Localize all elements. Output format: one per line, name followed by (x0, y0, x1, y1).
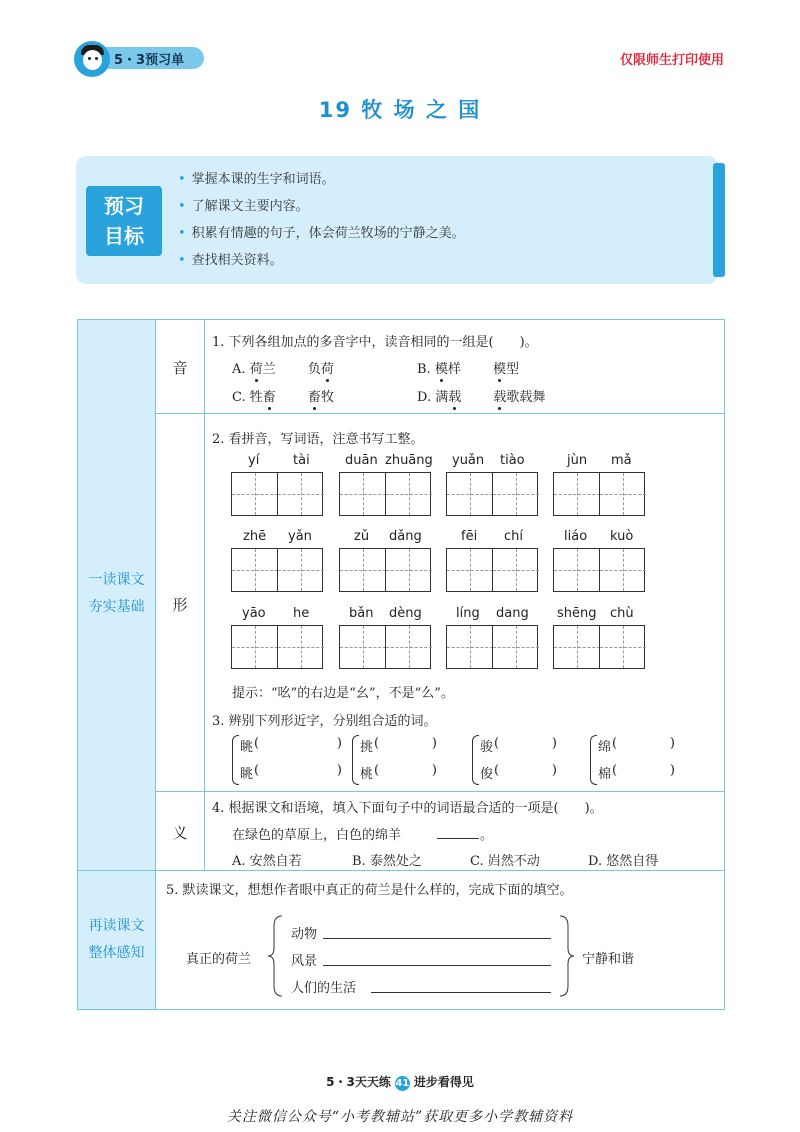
goal-item: • 查找相关资料。 (178, 251, 465, 278)
page-footer (0, 1073, 800, 1091)
pinyin: mǎ (611, 453, 632, 468)
tianzige-box[interactable] (231, 472, 323, 516)
pinyin: he (293, 606, 310, 621)
tianzige-box[interactable] (553, 625, 645, 669)
goal-list (178, 170, 465, 278)
question-5: 5. 默读课文，想想作者眼中真正的荷兰是什么样的，完成下面的填空。 (166, 883, 573, 898)
q3-pair[interactable]: 绵 ( ) 棉 ( ) (590, 733, 700, 785)
table-row-divider (77, 870, 725, 871)
footer-slogan: 进步看得见 (413, 1075, 474, 1089)
pinyin: yuǎn (452, 453, 485, 468)
q4-option: C. 岿然不动 (470, 854, 540, 869)
q3-pair[interactable]: 骏 ( ) 俊 ( ) (472, 733, 582, 785)
q5-blank[interactable] (323, 938, 551, 939)
table-border-right (724, 319, 725, 1010)
q5-right-label: 宁静和谐 (582, 952, 635, 967)
pinyin: zǔ (354, 529, 370, 544)
section-label-2 (78, 913, 155, 967)
section-label-line: 再读课文 (88, 918, 145, 934)
table-divider-cat (204, 319, 205, 870)
pinyin: duān (345, 453, 378, 468)
q5-blank[interactable] (371, 992, 551, 993)
section-label-1 (78, 567, 155, 621)
question-4: 4. 根据课文和语境，填入下面句子中的词语最合适的一项是( )。 (212, 801, 603, 816)
question-1: 1. 下列各组加点的多音字中，读音相同的一组是( )。 (212, 335, 538, 350)
question-2: 2. 看拼音，写词语，注意书写工整。 (212, 432, 424, 447)
pinyin: yí (248, 453, 260, 468)
q1-option-b: B. 模样 模型 (417, 362, 520, 377)
table-row-divider (155, 413, 725, 414)
goal-item: • 积累有情趣的句子，体会荷兰牧场的宁静之美。 (178, 224, 465, 251)
pinyin: yǎn (288, 529, 312, 544)
q3-pair[interactable]: 挑 ( ) 桃 ( ) (352, 733, 462, 785)
section-label-line: 夯实基础 (88, 599, 145, 615)
page-number: 41 (395, 1078, 410, 1089)
question-3: 3. 辨别下列形近字，分别组合适的词。 (212, 714, 437, 729)
table-row-divider (155, 791, 725, 792)
q1-option-a: A. 荷兰 负荷 (232, 362, 334, 377)
pinyin: dèng (389, 606, 422, 621)
tianzige-box[interactable] (339, 472, 431, 516)
pinyin: chí (504, 529, 523, 544)
pinyin: bǎn (349, 606, 374, 621)
q5-item: 人们的生活 (291, 981, 357, 996)
goal-tag-line2: 目标 (104, 224, 144, 248)
badge-text: 5・3预习单 (114, 53, 185, 68)
pinyin: dang (496, 606, 529, 621)
tianzige-box[interactable] (339, 625, 431, 669)
q1-option-c: C. 牲畜 畜牧 (232, 390, 334, 405)
goal-tag-line1: 预习 (104, 194, 144, 218)
pinyin: kuò (610, 529, 634, 544)
pinyin: tiào (500, 453, 525, 468)
section-label-line: 整体感知 (88, 945, 145, 961)
pinyin: fēi (461, 529, 478, 544)
mascot-logo (74, 41, 110, 77)
footer-series: 5・3天天练 (326, 1075, 391, 1089)
pinyin: jùn (567, 453, 588, 468)
side-column (78, 320, 155, 1010)
q1-option-d: D. 满载 载歌载舞 (417, 390, 546, 405)
pinyin: yāo (242, 606, 266, 621)
lesson-title: 19 牧 场 之 国 (318, 98, 482, 122)
pinyin: tài (293, 453, 310, 468)
q4-sentence-end: 。 (480, 828, 494, 843)
q3-pair[interactable]: 眺 ( ) 眺 ( ) (232, 733, 342, 785)
tianzige-box[interactable] (446, 548, 538, 592)
goal-box-edge (713, 163, 725, 277)
tianzige-box[interactable] (446, 472, 538, 516)
print-restriction: 仅限师生打印使用 (619, 53, 724, 68)
q5-left-label: 真正的荷兰 (186, 952, 252, 967)
pinyin: liáo (564, 529, 588, 544)
tianzige-box[interactable] (231, 548, 323, 592)
table-divider-side (155, 319, 156, 1010)
q4-option: D. 悠然自得 (588, 854, 659, 869)
tianzige-box[interactable] (339, 548, 431, 592)
pinyin: zhē (243, 529, 267, 544)
category-form: 形 (172, 596, 188, 614)
table-border-bottom (77, 1009, 725, 1010)
q4-option: A. 安然自若 (232, 854, 302, 869)
q5-blank[interactable] (323, 965, 551, 966)
q2-hint: 提示：“吆”的右边是“幺”，不是“么”。 (232, 686, 454, 701)
category-sound: 音 (172, 359, 188, 377)
pinyin: zhuāng (385, 453, 433, 468)
tianzige-box[interactable] (446, 625, 538, 669)
pinyin: chù (610, 606, 634, 621)
q4-sentence: 在绿色的草原上，白色的绵羊 (232, 828, 402, 843)
footer-notice: 关注微信公众号“小考教辅站”获取更多小学教辅资料 (226, 1109, 574, 1125)
table-border-left (77, 319, 78, 1010)
pinyin: shēng (557, 606, 597, 621)
q5-right-brace (556, 914, 576, 998)
q5-left-brace (266, 914, 286, 998)
goal-item: • 了解课文主要内容。 (178, 197, 465, 224)
pinyin: líng (456, 606, 480, 621)
q4-blank[interactable] (437, 838, 479, 839)
q4-option: B. 泰然处之 (352, 854, 422, 869)
category-meaning: 义 (172, 824, 188, 842)
header-badge (74, 41, 204, 73)
tianzige-box[interactable] (553, 472, 645, 516)
goal-tag (86, 186, 162, 256)
table-border-top (77, 319, 725, 320)
section-label-line: 一读课文 (88, 572, 145, 588)
goal-item: • 掌握本课的生字和词语。 (178, 170, 465, 197)
q5-item: 动物 (291, 927, 318, 942)
tianzige-box[interactable] (231, 625, 323, 669)
tianzige-box[interactable] (553, 548, 645, 592)
pinyin: dǎng (389, 529, 422, 544)
q5-item: 风景 (291, 954, 318, 969)
